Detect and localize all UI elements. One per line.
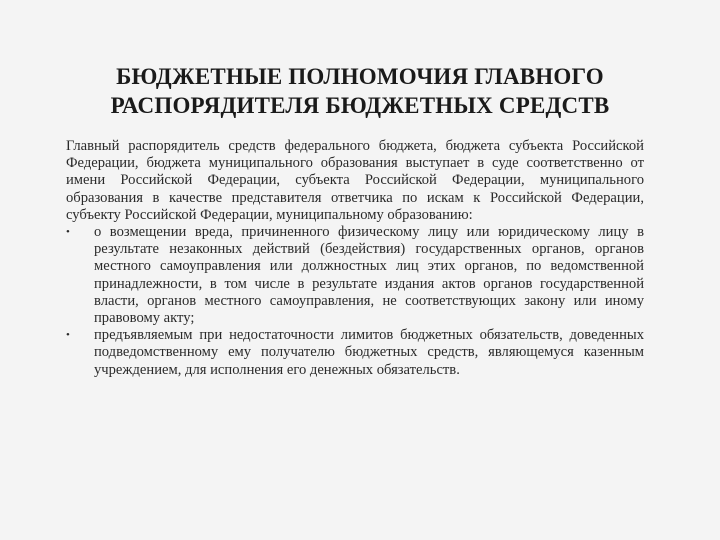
bullet-item	[66, 224, 644, 327]
bullet-item	[66, 327, 644, 379]
bullet-text: предъявляемым при недостаточности лимитов бюджетных обязательств, доведенных подведомственному ему получателю бюджетных средств, являющемуся казенным учреждением, для исполнения его денежных обязательств.	[94, 327, 644, 378]
bullet-marker: •	[66, 226, 70, 239]
intro-paragraph: Главный распорядитель средств федерального бюджета, бюджета субъекта Российской Федерации, бюджета муниципального образования выступает в суде соответственно от имени Российской Федерации, субъекта Российской Федерации, муниципального образования в качестве представителя ответчика по искам к Российской Федерации, субъекту Российской Федерации, муниципальному образованию:	[66, 138, 644, 223]
slide-title	[60, 62, 660, 120]
slide-body	[66, 138, 644, 379]
slide-title-line-2: РАСПОРЯДИТЕЛЯ БЮДЖЕТНЫХ СРЕДСТВ	[110, 93, 610, 118]
bullet-marker: •	[66, 329, 70, 342]
bullet-text: о возмещении вреда, причиненного физическому лицу или юридическому лицу в результате незаконных действий (бездействия) государственных органов, органов местного самоуправления или должностных лиц этих органов, по ведомственной принадлежности, в том числе в результате издания актов органов государственной власти, органов местного самоуправления, не соответствующих закону или иному правовому акту;	[94, 224, 644, 327]
bullet-list	[66, 224, 644, 379]
slide-title-line-1: БЮДЖЕТНЫЕ ПОЛНОМОЧИЯ ГЛАВНОГО	[116, 64, 604, 89]
